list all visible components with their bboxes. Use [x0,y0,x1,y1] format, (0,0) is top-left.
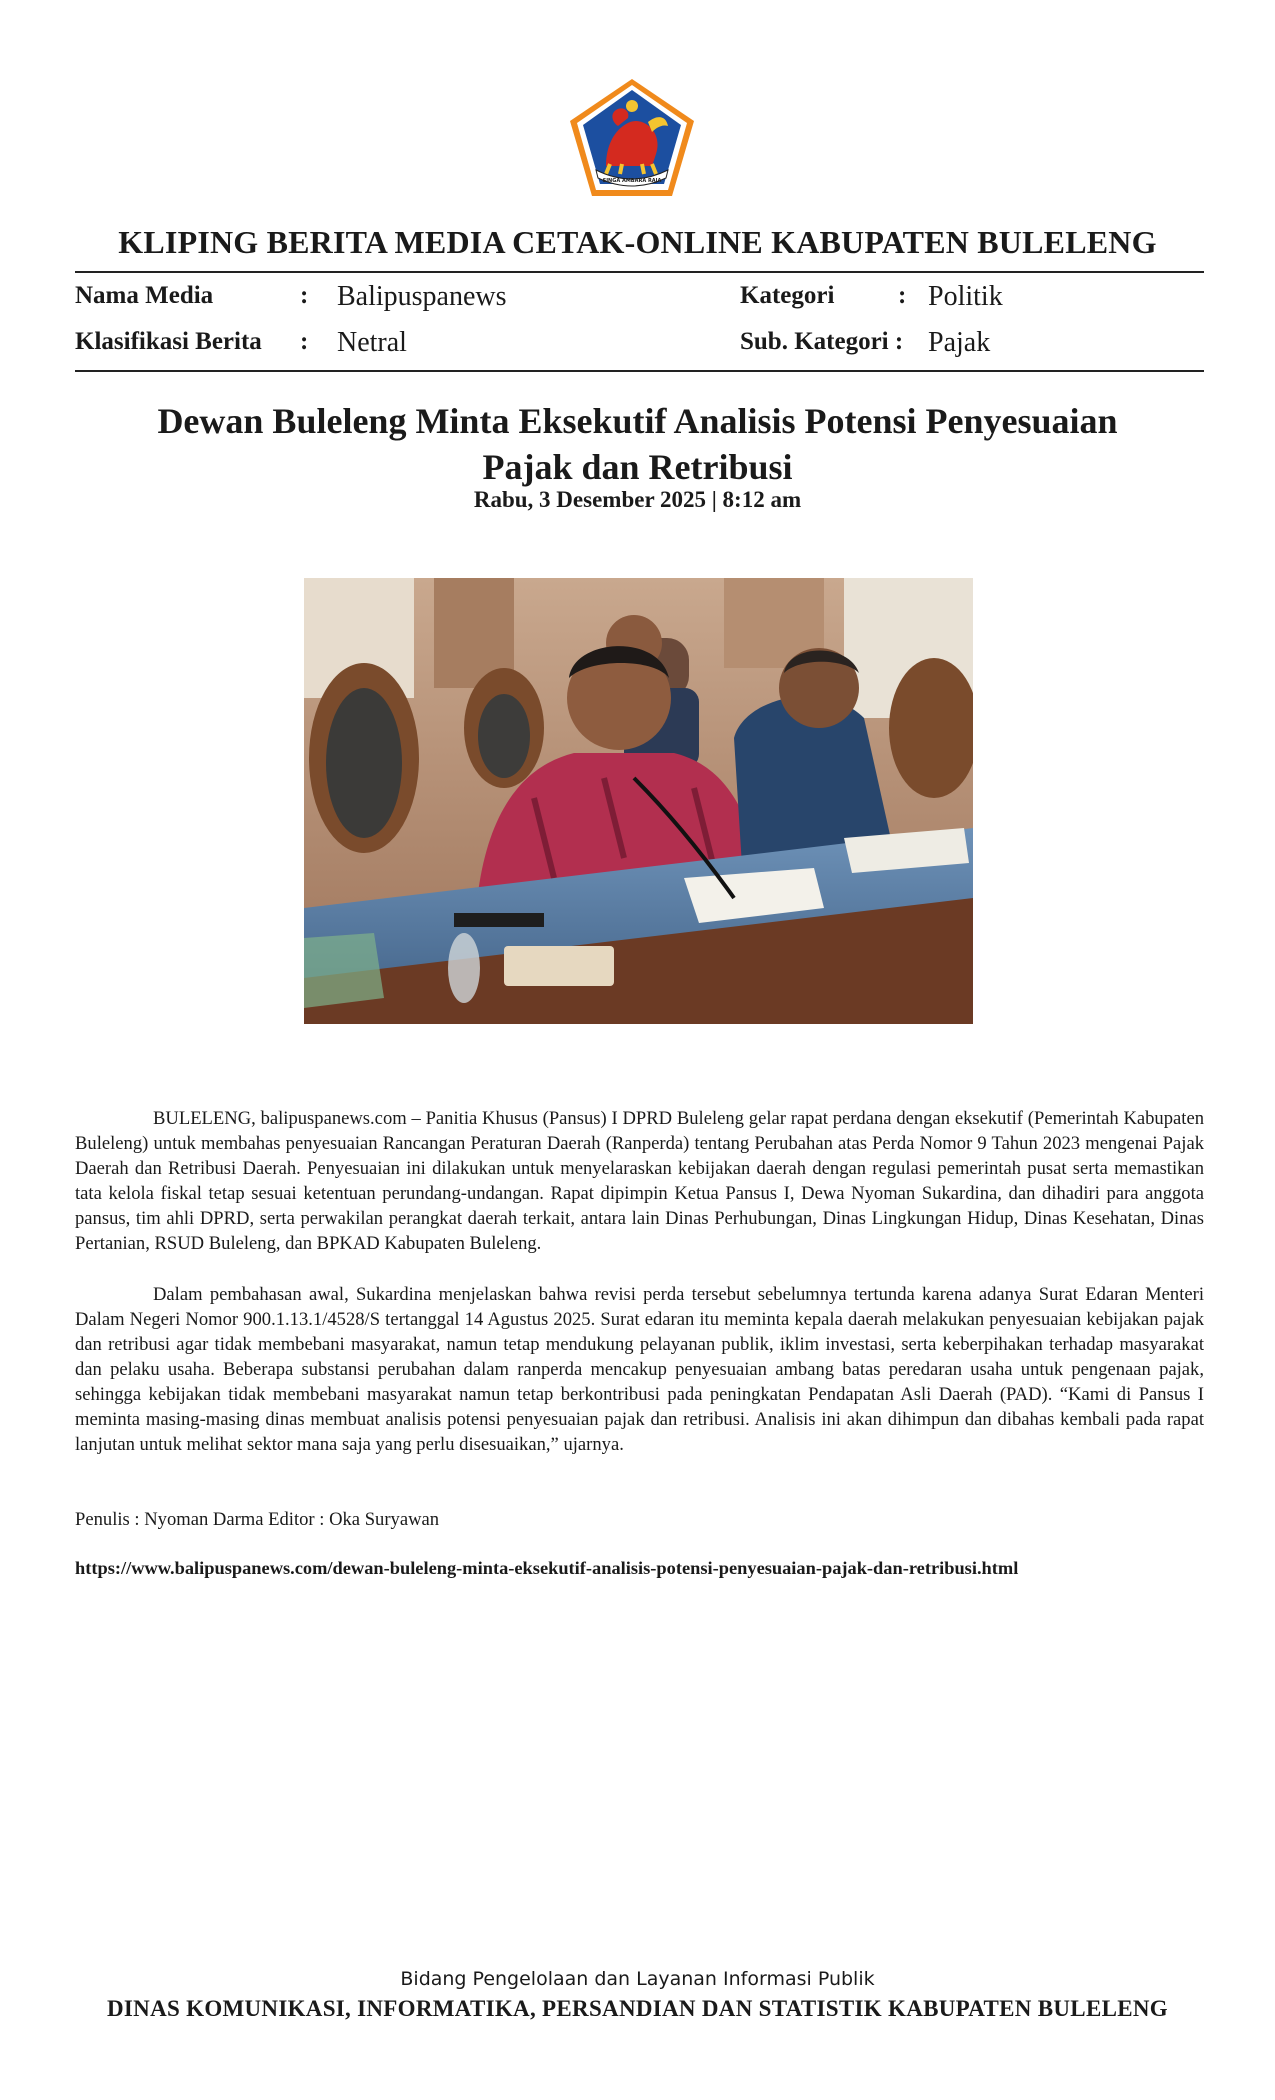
sub-category-value: Pajak [928,327,991,358]
article-title [120,398,1155,490]
classification-colon: : [300,328,309,355]
classification-label: Klasifikasi Berita [75,328,262,355]
media-name-value: Balipuspanews [337,281,507,312]
category-value: Politik [928,281,1003,312]
article-photo [304,578,973,1024]
header-rule-bottom [75,370,1204,372]
clipping-header-title: KLIPING BERITA MEDIA CETAK-ONLINE KABUPATEN BULELENG [118,224,1157,260]
article-date: Rabu, 3 Desember 2025 | 8:12 am [473,487,802,512]
article-title-line-1: Dewan Buleleng Minta Eksekutif Analisis Potensi Penyesuaian [157,401,1118,441]
category-label: Kategori [740,282,835,309]
header-rule-top [75,271,1204,273]
sub-category-label: Sub. Kategori : [740,328,904,355]
footer-agency: DINAS KOMUNIKASI, INFORMATIKA, PERSANDIAN DAN STATISTIK KABUPATEN BULELENG [107,1996,1168,2021]
article-source-link[interactable]: https://www.balipuspanews.com/dewan-buleleng-minta-eksekutif-analisis-potensi-penyesuaian-pajak-dan-retribusi.html [75,1558,1019,1578]
article-paragraph-1: BULELENG, balipuspanews.com – Panitia Khusus (Pansus) I DPRD Buleleng gelar rapat perdana dengan eksekutif (Pemerintah Kabupaten Buleleng) untuk membahas penyesuaian Rancangan Peraturan Daerah (Ranperda) tentang Perubahan atas Perda Nomor 9 Tahun 2023 mengenai Pajak Daerah dan Retribusi Daerah. Penyesuaian ini dilakukan untuk menyelaraskan kebijakan daerah dengan regulasi pemerintah pusat serta memastikan tata kelola fiskal tetap sesuai ketentuan perundang-undangan. Rapat dipimpin Ketua Pansus I, Dewa Nyoman Sukardina, dan dihadiri para anggota pansus, tim ahli DPRD, serta perwakilan perangkat daerah terkait, antara lain Dinas Perhubungan, Dinas Lingkungan Hidup, Dinas Kesehatan, Dinas Pertanian, RSUD Buleleng, dan BPKAD Kabupaten Buleleng. [75,1108,1204,1254]
article-paragraph-2: Dalam pembahasan awal, Sukardina menjelaskan bahwa revisi perda tersebut sebelumnya tertunda karena adanya Surat Edaran Menteri Dalam Negeri Nomor 900.1.13.1/4528/S tertanggal 14 Agustus 2025. Surat edaran itu meminta kepala daerah melakukan penyesuaian kebijakan pajak dan retribusi agar tidak membebani masyarakat, namun tetap mendukung pelayanan publik, iklim investasi, serta keberpihakan terhadap masyarakat dan pelaku usaha. Beberapa substansi perubahan dalam ranperda mencakup penyesuaian ambang batas peredaran usaha untuk pengenaan pajak, sehingga kebijakan tidak membebani masyarakat namun tetap berkontribusi pada peningkatan Pendapatan Asli Daerah (PAD). “Kami di Pansus I meminta masing-masing dinas membuat analisis potensi penyesuaian pajak dan retribusi. Analisis ini akan dihimpun dan dibahas kembali pada rapat lanjutan untuk melihat sektor mana saja yang perlu disesuaikan,” ujarnya. [75,1284,1204,1455]
category-colon: : [898,282,907,309]
logo-banner-text: SINGA AMBARA RAJA [602,178,662,184]
classification-value: Netral [337,327,407,358]
article-credit: Penulis : Nyoman Darma Editor : Oka Suryawan [75,1509,440,1530]
media-name-colon: : [300,282,309,309]
article-title-line-2: Pajak dan Retribusi [482,447,793,487]
media-name-label: Nama Media [75,282,214,309]
footer-division: Bidang Pengelolaan dan Layanan Informasi Publik [400,1968,875,1990]
